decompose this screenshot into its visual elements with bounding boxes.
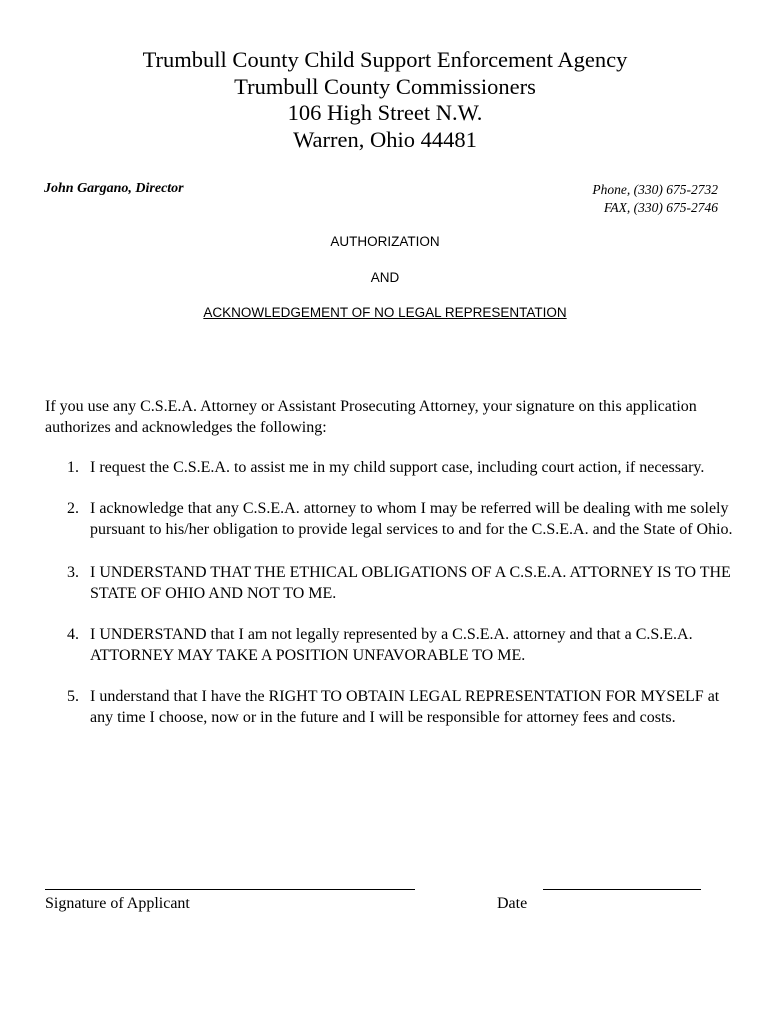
acknowledgement-list [45,457,735,748]
fax-number: FAX, (330) 675-2746 [603,200,718,215]
item-text: I UNDERSTAND THAT THE ETHICAL OBLIGATIONS OF A C.S.E.A. ATTORNEY IS TO THE STATE OF OHIO AND NOT TO ME. [90,564,731,602]
title-and: AND [370,270,400,285]
commissioners-line: Trumbull County Commissioners [234,73,536,99]
title-acknowledgement: ACKNOWLEDGEMENT OF NO LEGAL REPRESENTATION [203,305,567,320]
item-text: I understand that I have the RIGHT TO OBTAIN LEGAL REPRESENTATION FOR MYSELF at any time I choose, now or in the future and I will be responsible for attorney fees and costs. [90,688,720,726]
list-item [45,624,735,666]
list-item [45,457,735,478]
title-authorization: AUTHORIZATION [330,234,440,249]
item-text: I UNDERSTAND that I am not legally represented by a C.S.E.A. attorney and that a C.S.E.A. ATTORNEY MAY TAKE A POSITION UNFAVORABLE TO ME. [90,626,693,664]
agency-header [0,47,770,153]
item-number: 3. [67,564,79,581]
item-number: 5. [67,688,79,705]
list-item [45,498,735,540]
item-number: 4. [67,626,79,643]
street-address: 106 High Street N.W. [287,100,483,125]
signature-label: Signature of Applicant [45,895,190,912]
city-state-zip: Warren, Ohio 44481 [293,126,477,152]
contact-block [592,181,718,217]
intro-paragraph: If you use any C.S.E.A. Attorney or Assistant Prosecuting Attorney, your signature on this application authorizes and acknowledges the following: [45,398,697,436]
phone-number: Phone, (330) 675-2732 [592,182,718,197]
item-text: I request the C.S.E.A. to assist me in my child support case, including court action, if necessary. [90,459,705,476]
item-number: 1. [67,459,79,476]
item-number: 2. [67,500,79,517]
date-line[interactable] [543,889,701,890]
list-item [45,686,735,728]
agency-name: Trumbull County Child Support Enforcement Agency [142,47,628,72]
item-text: I acknowledge that any C.S.E.A. attorney to whom I may be referred will be dealing with me solely pursuant to his/her obligation to provide legal services to and for the C.S.E.A. and the State of Ohio. [90,500,733,538]
signature-line[interactable] [45,889,415,890]
director-name: John Gargano, Director [44,181,184,196]
list-item [45,562,735,604]
date-label: Date [497,895,528,912]
